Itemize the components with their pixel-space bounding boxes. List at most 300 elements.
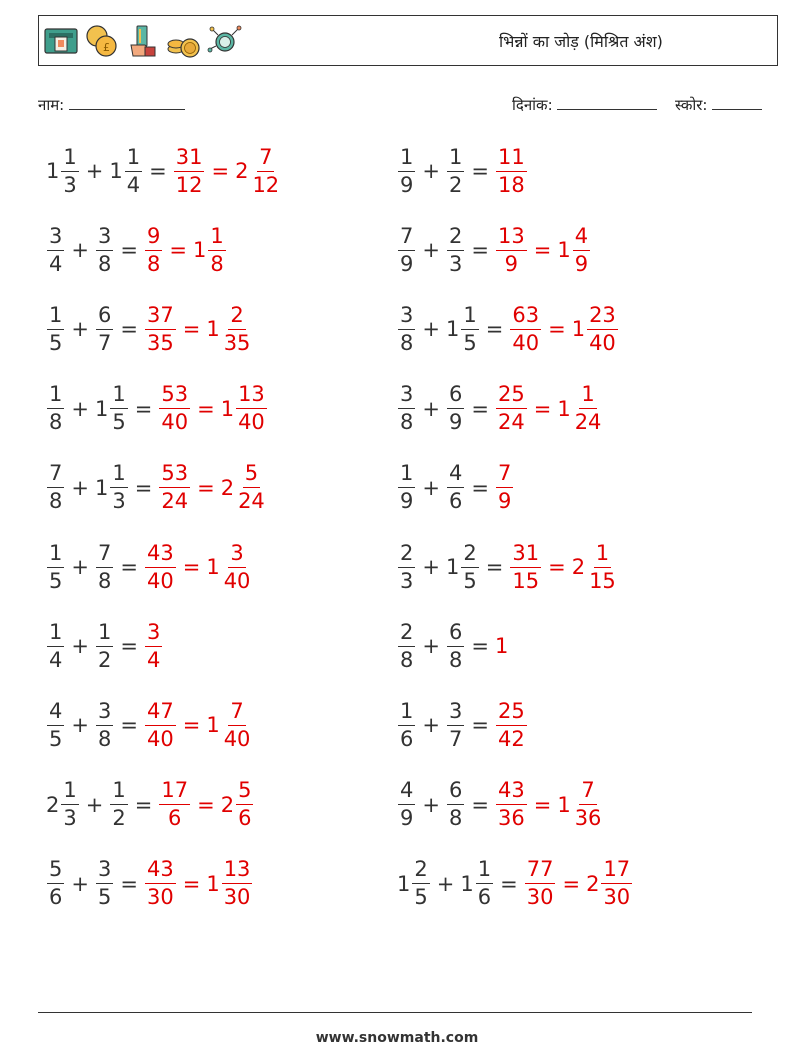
fraction	[496, 780, 527, 829]
denominator: 6	[400, 726, 414, 751]
bitcoin-network-icon	[207, 23, 243, 59]
numerator: 7	[257, 147, 274, 172]
denominator: 35	[146, 330, 174, 355]
denominator: 8	[97, 568, 112, 593]
fraction	[145, 223, 162, 276]
answer	[495, 698, 528, 751]
denominator: 3	[448, 251, 463, 276]
denominator: 5	[97, 885, 112, 910]
fraction	[573, 223, 590, 276]
mixed-answer	[557, 223, 591, 276]
fraction	[587, 302, 618, 355]
plus-sign: +	[436, 871, 455, 896]
numerator: 6	[447, 780, 464, 805]
date-blank	[557, 95, 657, 110]
numerator: 1	[398, 463, 415, 488]
equals-sign: =	[197, 396, 215, 421]
equals-sign: =	[471, 792, 489, 817]
answer	[144, 223, 227, 276]
worksheet-header	[38, 15, 778, 66]
denominator: 24	[497, 410, 525, 435]
whole-number: 2	[235, 159, 249, 183]
numerator: 4	[398, 780, 415, 805]
fraction	[110, 780, 127, 829]
whole-number: 1	[206, 555, 220, 579]
fraction	[461, 302, 478, 355]
equals-sign: =	[134, 792, 153, 817]
fraction	[47, 698, 64, 751]
mixed-answer	[221, 463, 268, 512]
whole-number: 1	[109, 159, 123, 183]
denominator: 24	[574, 410, 602, 435]
whole-number: 1	[192, 238, 207, 263]
denominator: 40	[146, 568, 174, 593]
equals-sign: =	[548, 317, 566, 342]
problem	[397, 219, 591, 281]
mixed-answer	[206, 859, 253, 908]
problem	[46, 615, 163, 677]
fraction	[236, 384, 267, 433]
denominator: 5	[112, 410, 126, 435]
fraction	[61, 144, 78, 197]
fraction	[96, 698, 113, 751]
numerator: 7	[579, 780, 596, 805]
fraction	[110, 463, 127, 512]
numerator: 9	[145, 226, 162, 251]
numerator: 47	[145, 701, 176, 726]
numerator: 3	[398, 384, 415, 409]
denominator: 4	[146, 647, 161, 672]
denominator: 40	[589, 330, 616, 355]
fraction	[159, 780, 190, 829]
numerator: 7	[228, 701, 245, 726]
mixed-answer	[235, 144, 282, 197]
equals-sign: =	[120, 555, 138, 579]
fraction	[222, 302, 253, 355]
denominator: 9	[400, 251, 414, 276]
denominator: 9	[400, 489, 414, 514]
equals-sign: =	[471, 396, 489, 421]
problem	[46, 774, 254, 836]
fraction	[447, 463, 464, 512]
equals-sign: =	[471, 713, 489, 738]
equals-sign: =	[471, 159, 489, 183]
fraction	[496, 144, 527, 197]
name-label: नाम:	[38, 96, 65, 114]
equals-sign: =	[471, 634, 489, 659]
fraction	[174, 144, 205, 197]
denominator: 8	[97, 726, 112, 751]
problem	[46, 140, 282, 202]
denominator: 15	[589, 568, 616, 593]
name-blank	[69, 95, 185, 110]
answer	[509, 540, 618, 593]
equals-sign: =	[149, 159, 167, 183]
plus-sign: +	[422, 634, 440, 659]
fraction	[47, 384, 64, 433]
denominator: 7	[97, 330, 112, 355]
mixed-answer	[206, 540, 253, 593]
denominator: 4	[49, 647, 63, 672]
equals-sign: =	[182, 713, 201, 738]
denominator: 5	[463, 330, 477, 355]
fraction	[398, 144, 415, 197]
whole-number: 2	[586, 871, 600, 896]
denominator: 2	[448, 172, 463, 197]
name-field	[38, 95, 185, 115]
denominator: 9	[497, 489, 512, 514]
denominator: 30	[146, 885, 174, 910]
fraction	[587, 540, 618, 593]
footer-divider	[38, 1012, 752, 1013]
numerator: 77	[525, 859, 556, 884]
answer	[524, 859, 633, 908]
numerator: 23	[587, 305, 618, 330]
answer-whole: 1	[494, 634, 509, 659]
numerator: 2	[461, 543, 478, 568]
mixed-answer	[206, 698, 253, 751]
numerator: 53	[159, 463, 190, 488]
atm-machine-icon	[43, 23, 79, 59]
numerator: 13	[496, 226, 527, 251]
whole-number: 1	[397, 871, 411, 896]
fraction	[447, 780, 464, 829]
numerator: 13	[222, 859, 253, 884]
numerator: 6	[96, 305, 113, 330]
equals-sign: =	[120, 713, 138, 738]
denominator: 3	[112, 489, 126, 514]
plus-sign: +	[422, 238, 440, 263]
fraction	[447, 619, 464, 672]
equals-sign: =	[548, 555, 566, 579]
answer	[495, 780, 604, 829]
numerator: 1	[125, 147, 142, 172]
answer	[144, 540, 253, 593]
denominator: 4	[126, 172, 141, 197]
equals-sign: =	[533, 396, 552, 421]
equals-sign: =	[120, 871, 138, 896]
date-score-field	[512, 95, 762, 115]
whole-number: 1	[206, 871, 220, 896]
numerator: 11	[496, 147, 527, 172]
whole-number: 1	[46, 159, 60, 183]
equals-sign: =	[120, 634, 138, 659]
denominator: 8	[400, 410, 414, 435]
whole-number: 1	[206, 713, 220, 738]
mixed-answer	[586, 859, 633, 908]
denominator: 8	[448, 647, 463, 672]
whole-number: 1	[557, 238, 571, 263]
fraction	[96, 619, 113, 672]
fraction	[496, 223, 527, 276]
plus-sign: +	[71, 396, 89, 421]
whole-number: 1	[94, 475, 109, 500]
numerator: 7	[398, 226, 415, 251]
fraction	[159, 463, 190, 512]
denominator: 9	[400, 172, 414, 197]
plus-sign: +	[422, 159, 440, 183]
numerator: 2	[412, 859, 429, 884]
numerator: 2	[398, 543, 415, 568]
answer	[495, 223, 591, 276]
numerator: 3	[96, 701, 113, 726]
plus-sign: +	[71, 317, 89, 342]
answer	[495, 463, 514, 512]
equals-sign: =	[182, 317, 201, 342]
fraction	[145, 302, 176, 355]
plus-sign: +	[71, 713, 89, 738]
plus-sign: +	[85, 792, 104, 817]
equals-sign: =	[182, 555, 201, 579]
numerator: 1	[476, 859, 493, 884]
denominator: 36	[574, 806, 602, 831]
problem	[397, 694, 528, 756]
equals-sign: =	[485, 317, 504, 342]
fraction	[222, 540, 253, 593]
denominator: 30	[223, 885, 251, 910]
denominator: 5	[463, 568, 477, 593]
numerator: 1	[398, 701, 415, 726]
mixed-answer	[557, 780, 604, 829]
equals-sign: =	[197, 475, 215, 500]
mixed-answer	[221, 384, 268, 433]
mixed-answer	[557, 384, 604, 433]
denominator: 24	[238, 489, 265, 514]
fraction	[47, 859, 64, 908]
credit-card-hand-icon	[125, 23, 161, 59]
equals-sign: =	[533, 792, 552, 817]
plus-sign: +	[71, 634, 89, 659]
problem	[46, 378, 268, 440]
numerator: 25	[496, 701, 527, 726]
numerator: 7	[496, 463, 513, 488]
denominator: 2	[97, 647, 112, 672]
problem	[46, 536, 253, 598]
fraction	[145, 540, 176, 593]
plus-sign: +	[422, 792, 440, 817]
denominator: 7	[448, 726, 463, 751]
equals-sign: =	[134, 475, 153, 500]
fraction	[145, 859, 176, 908]
mixed-answer	[221, 780, 255, 829]
numerator: 63	[510, 305, 541, 330]
mixed-answer	[206, 302, 253, 355]
denominator: 2	[112, 806, 126, 831]
fraction	[236, 463, 267, 512]
numerator: 43	[145, 859, 176, 884]
worksheet-title: भिन्नों का जोड़ (मिश्रित अंश)	[499, 32, 663, 51]
fraction	[236, 780, 253, 829]
denominator: 3	[63, 806, 77, 831]
denominator: 5	[49, 330, 63, 355]
numerator: 3	[447, 701, 464, 726]
denominator: 9	[574, 251, 589, 276]
denominator: 30	[526, 885, 554, 910]
date-label: दिनांक:	[512, 96, 553, 114]
denominator: 3	[400, 568, 414, 593]
denominator: 30	[603, 885, 631, 910]
fraction	[476, 859, 493, 908]
denominator: 40	[238, 410, 265, 435]
fraction	[510, 302, 541, 355]
numerator: 3	[145, 622, 162, 647]
denominator: 5	[49, 568, 63, 593]
denominator: 42	[497, 726, 525, 751]
numerator: 1	[594, 543, 611, 568]
denominator: 40	[223, 568, 251, 593]
plus-sign: +	[422, 713, 440, 738]
numerator: 1	[47, 305, 64, 330]
answer	[144, 619, 163, 672]
fraction	[222, 698, 253, 751]
whole-number: 1	[557, 396, 571, 421]
denominator: 8	[97, 251, 112, 276]
problem	[46, 298, 253, 360]
mixed-answer	[571, 302, 619, 355]
denominator: 6	[49, 885, 63, 910]
fraction	[145, 619, 162, 672]
fraction	[496, 384, 527, 433]
header-icons	[43, 21, 243, 61]
denominator: 8	[210, 251, 224, 276]
numerator: 7	[47, 463, 64, 488]
denominator: 40	[161, 410, 189, 435]
equals-sign: =	[211, 159, 230, 183]
fraction	[573, 780, 604, 829]
answer	[158, 384, 267, 433]
denominator: 40	[223, 726, 251, 751]
whole-number: 2	[571, 555, 586, 579]
fraction	[250, 144, 281, 197]
answer	[173, 144, 282, 197]
numerator: 53	[159, 384, 190, 409]
whole-number: 2	[220, 792, 235, 817]
numerator: 5	[47, 859, 64, 884]
problem	[397, 853, 633, 915]
fraction	[525, 859, 556, 908]
fraction	[208, 223, 225, 276]
answer	[158, 780, 254, 829]
denominator: 35	[223, 330, 251, 355]
score-blank	[712, 95, 762, 110]
fraction	[447, 144, 464, 197]
equals-sign: =	[120, 238, 138, 263]
denominator: 18	[497, 172, 525, 197]
numerator: 1	[47, 543, 64, 568]
fraction	[96, 540, 113, 593]
numerator: 3	[47, 226, 64, 251]
denominator: 6	[168, 806, 182, 831]
denominator: 9	[400, 806, 414, 831]
fraction	[447, 698, 464, 751]
numerator: 1	[208, 226, 225, 251]
fraction	[398, 463, 415, 512]
plus-sign: +	[71, 555, 89, 579]
numerator: 4	[447, 463, 464, 488]
equals-sign: =	[533, 238, 552, 263]
numerator: 6	[447, 384, 464, 409]
equals-sign: =	[471, 238, 489, 263]
denominator: 3	[63, 172, 77, 197]
fraction	[496, 463, 513, 512]
plus-sign: +	[85, 159, 104, 183]
numerator: 3	[398, 305, 415, 330]
denominator: 12	[252, 172, 280, 197]
svg-text:£: £	[103, 41, 110, 54]
numerator: 1	[447, 147, 464, 172]
denominator: 8	[49, 489, 63, 514]
problem	[46, 457, 268, 519]
denominator: 8	[146, 251, 161, 276]
answer	[158, 463, 267, 512]
numerator: 1	[461, 305, 478, 330]
numerator: 1	[47, 384, 64, 409]
answer	[509, 302, 618, 355]
denominator: 6	[238, 806, 252, 831]
fraction	[96, 223, 113, 276]
numerator: 1	[110, 384, 127, 409]
numerator: 13	[236, 384, 267, 409]
whole-number: 1	[220, 396, 235, 421]
denominator: 40	[512, 330, 540, 355]
score-label: स्कोर:	[674, 96, 708, 114]
numerator: 5	[236, 780, 253, 805]
problem	[397, 298, 619, 360]
equals-sign: =	[197, 792, 215, 817]
fraction	[398, 698, 415, 751]
footer-url: www.snowmath.com	[315, 1030, 479, 1046]
equals-sign: =	[562, 871, 581, 896]
fraction	[461, 540, 478, 593]
numerator: 1	[110, 463, 127, 488]
mixed-answer	[571, 540, 619, 593]
numerator: 1	[398, 147, 415, 172]
numerator: 31	[510, 543, 541, 568]
fraction	[447, 223, 464, 276]
plus-sign: +	[71, 475, 89, 500]
numerator: 1	[61, 780, 78, 805]
answer	[144, 302, 253, 355]
problem	[397, 536, 619, 598]
fraction	[573, 384, 604, 433]
fraction	[125, 144, 142, 197]
equals-sign: =	[485, 555, 504, 579]
numerator: 1	[96, 622, 113, 647]
plus-sign: +	[422, 317, 440, 342]
whole-number: 1	[94, 396, 109, 421]
numerator: 2	[447, 226, 464, 251]
numerator: 2	[228, 305, 245, 330]
fraction	[47, 619, 64, 672]
denominator: 36	[497, 806, 525, 831]
denominator: 9	[504, 251, 519, 276]
coins-icon	[84, 23, 120, 59]
whole-number: 1	[445, 317, 460, 342]
coin-stack-icon	[166, 23, 202, 59]
plus-sign: +	[422, 396, 440, 421]
denominator: 6	[477, 885, 492, 910]
fraction	[398, 619, 415, 672]
denominator: 5	[414, 885, 428, 910]
fraction	[398, 540, 415, 593]
fraction	[398, 223, 415, 276]
fraction	[412, 859, 429, 908]
denominator: 5	[49, 726, 63, 751]
fraction	[47, 302, 64, 355]
numerator: 3	[96, 226, 113, 251]
answer	[495, 634, 508, 658]
fraction	[96, 302, 113, 355]
